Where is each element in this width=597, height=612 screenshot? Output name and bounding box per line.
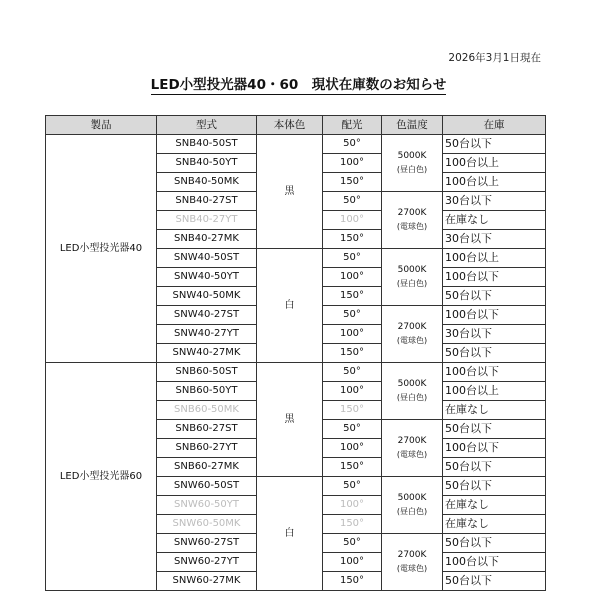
- beam-angle-cell: 100°: [323, 268, 382, 287]
- color-temp-kelvin: 5000K: [397, 493, 427, 503]
- header-product: 製品: [46, 116, 157, 135]
- color-temp-label: (昼白色): [396, 507, 428, 516]
- body-color-cell: 白: [257, 477, 323, 591]
- stock-cell: 30台以下: [443, 230, 546, 249]
- stock-cell: 100台以下: [443, 306, 546, 325]
- model-cell: SNB40-27YT: [157, 211, 257, 230]
- stock-cell: 50台以下: [443, 344, 546, 363]
- color-temp-cell: [382, 534, 443, 591]
- model-cell: SNW40-27YT: [157, 325, 257, 344]
- color-temp-cell: [382, 249, 443, 306]
- stock-cell: 50台以下: [443, 572, 546, 591]
- beam-angle-cell: 100°: [323, 553, 382, 572]
- model-cell: SNB40-50ST: [157, 135, 257, 154]
- header-model: 型式: [157, 116, 257, 135]
- model-cell: SNB60-50MK: [157, 401, 257, 420]
- beam-angle-cell: 50°: [323, 306, 382, 325]
- color-temp-label: (電球色): [396, 450, 428, 459]
- beam-angle-cell: 150°: [323, 515, 382, 534]
- beam-angle-cell: 100°: [323, 154, 382, 173]
- stock-cell: 100台以上: [443, 249, 546, 268]
- stock-cell: 100台以上: [443, 173, 546, 192]
- stock-cell: 100台以下: [443, 268, 546, 287]
- color-temp-kelvin: 2700K: [397, 436, 427, 446]
- beam-angle-cell: 100°: [323, 211, 382, 230]
- header-stock: 在庫: [443, 116, 546, 135]
- color-temp-cell: [382, 477, 443, 534]
- beam-angle-cell: 150°: [323, 572, 382, 591]
- beam-angle-cell: 150°: [323, 230, 382, 249]
- model-cell: SNW40-27MK: [157, 344, 257, 363]
- stock-cell: 在庫なし: [443, 515, 546, 534]
- model-cell: SNW40-50ST: [157, 249, 257, 268]
- color-temp-kelvin: 5000K: [397, 151, 427, 161]
- model-cell: SNW60-50ST: [157, 477, 257, 496]
- model-cell: SNW40-50YT: [157, 268, 257, 287]
- beam-angle-cell: 50°: [323, 135, 382, 154]
- color-temp-label: (電球色): [396, 564, 428, 573]
- color-temp-label: (昼白色): [396, 393, 428, 402]
- stock-cell: 50台以下: [443, 458, 546, 477]
- stock-cell: 100台以下: [443, 363, 546, 382]
- stock-cell: 30台以下: [443, 192, 546, 211]
- model-cell: SNB60-27ST: [157, 420, 257, 439]
- beam-angle-cell: 150°: [323, 458, 382, 477]
- model-cell: SNW40-50MK: [157, 287, 257, 306]
- model-cell: SNB40-50MK: [157, 173, 257, 192]
- product-cell: LED小型投光器40: [46, 135, 157, 363]
- color-temp-kelvin: 2700K: [397, 550, 427, 560]
- color-temp-cell: [382, 135, 443, 192]
- beam-angle-cell: 50°: [323, 192, 382, 211]
- color-temp-kelvin: 5000K: [397, 265, 427, 275]
- table-row: [46, 135, 546, 154]
- beam-angle-cell: 50°: [323, 534, 382, 553]
- stock-cell: 在庫なし: [443, 496, 546, 515]
- model-cell: SNB60-27MK: [157, 458, 257, 477]
- model-cell: SNB40-27MK: [157, 230, 257, 249]
- inventory-table: [45, 115, 546, 591]
- beam-angle-cell: 50°: [323, 477, 382, 496]
- color-temp-cell: [382, 192, 443, 249]
- stock-cell: 50台以下: [443, 420, 546, 439]
- beam-angle-cell: 150°: [323, 173, 382, 192]
- body-color-cell: 白: [257, 249, 323, 363]
- beam-angle-cell: 100°: [323, 439, 382, 458]
- stock-cell: 100台以上: [443, 154, 546, 173]
- color-temp-kelvin: 5000K: [397, 379, 427, 389]
- model-cell: SNB40-27ST: [157, 192, 257, 211]
- model-cell: SNW60-27ST: [157, 534, 257, 553]
- stock-cell: 在庫なし: [443, 401, 546, 420]
- model-cell: SNW60-27MK: [157, 572, 257, 591]
- model-cell: SNB60-27YT: [157, 439, 257, 458]
- header-body-color: 本体色: [257, 116, 323, 135]
- beam-angle-cell: 50°: [323, 420, 382, 439]
- stock-cell: 100台以上: [443, 382, 546, 401]
- model-cell: SNB40-50YT: [157, 154, 257, 173]
- beam-angle-cell: 150°: [323, 344, 382, 363]
- stock-cell: 30台以下: [443, 325, 546, 344]
- product-cell: LED小型投光器60: [46, 363, 157, 591]
- beam-angle-cell: 50°: [323, 249, 382, 268]
- color-temp-cell: [382, 306, 443, 363]
- stock-cell: 50台以下: [443, 135, 546, 154]
- table-body: [46, 135, 546, 591]
- color-temp-kelvin: 2700K: [397, 208, 427, 218]
- body-color-cell: 黒: [257, 363, 323, 477]
- color-temp-cell: [382, 420, 443, 477]
- model-cell: SNB60-50YT: [157, 382, 257, 401]
- stock-cell: 100台以下: [443, 553, 546, 572]
- color-temp-label: (昼白色): [396, 279, 428, 288]
- model-cell: SNW60-50MK: [157, 515, 257, 534]
- stock-cell: 100台以下: [443, 439, 546, 458]
- header-beam-angle: 配光: [323, 116, 382, 135]
- model-cell: SNW60-27YT: [157, 553, 257, 572]
- color-temp-label: (昼白色): [396, 165, 428, 174]
- stock-cell: 在庫なし: [443, 211, 546, 230]
- page-title: [0, 73, 597, 93]
- beam-angle-cell: 100°: [323, 382, 382, 401]
- model-cell: SNW60-50YT: [157, 496, 257, 515]
- beam-angle-cell: 150°: [323, 287, 382, 306]
- color-temp-label: (電球色): [396, 222, 428, 231]
- beam-angle-cell: 100°: [323, 496, 382, 515]
- stock-cell: 50台以下: [443, 477, 546, 496]
- stock-cell: 50台以下: [443, 534, 546, 553]
- as-of-date: 2026年3月1日現在: [448, 52, 541, 64]
- color-temp-kelvin: 2700K: [397, 322, 427, 332]
- page-title-text: LED小型投光器40・60 現状在庫数のお知らせ: [150, 77, 447, 93]
- beam-angle-cell: 100°: [323, 325, 382, 344]
- beam-angle-cell: 50°: [323, 363, 382, 382]
- table-header-row: [46, 116, 546, 135]
- beam-angle-cell: 150°: [323, 401, 382, 420]
- color-temp-label: (電球色): [396, 336, 428, 345]
- table-row: [46, 363, 546, 382]
- model-cell: SNB60-50ST: [157, 363, 257, 382]
- color-temp-cell: [382, 363, 443, 420]
- model-cell: SNW40-27ST: [157, 306, 257, 325]
- body-color-cell: 黒: [257, 135, 323, 249]
- stock-cell: 50台以下: [443, 287, 546, 306]
- header-color-temp: 色温度: [382, 116, 443, 135]
